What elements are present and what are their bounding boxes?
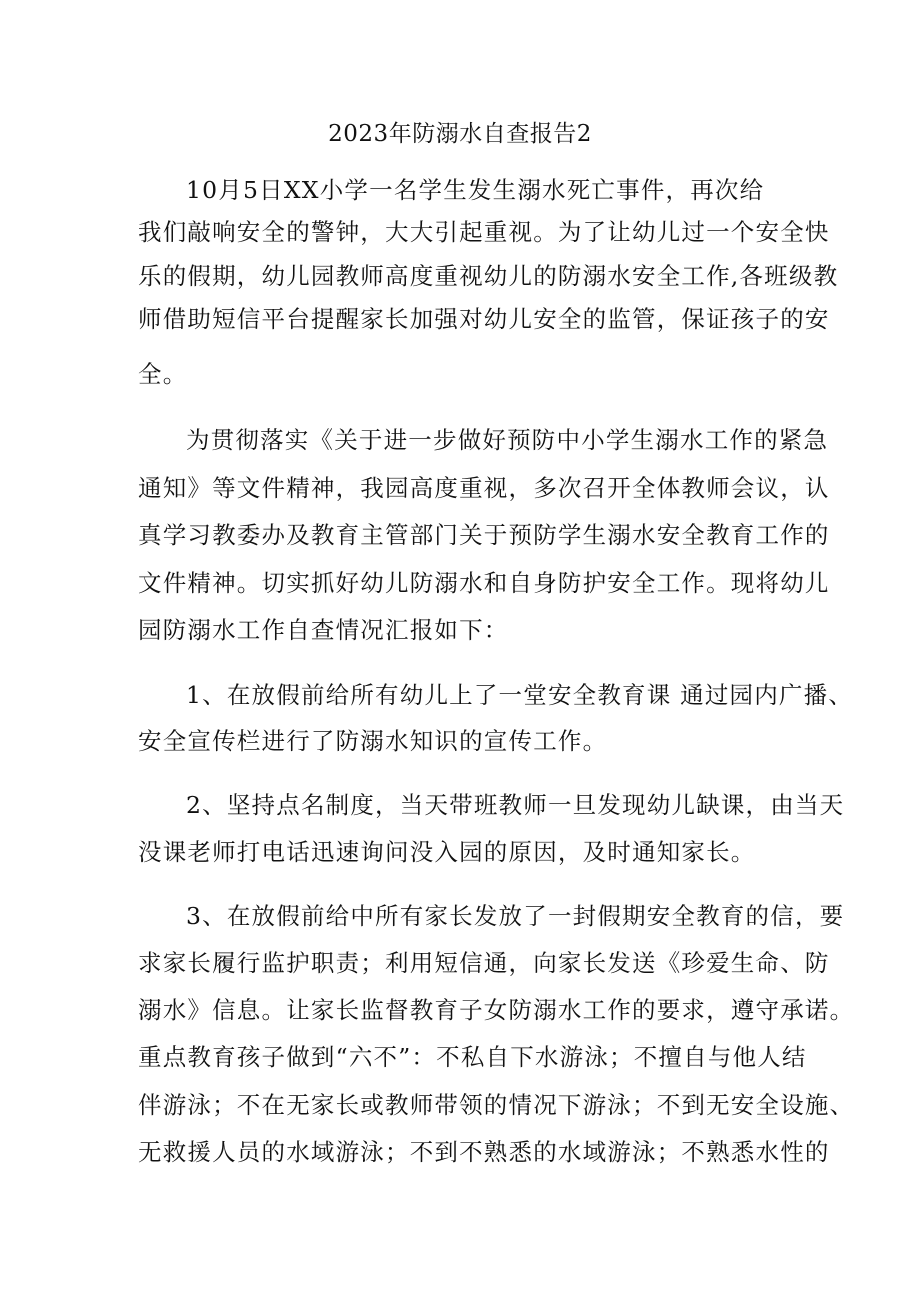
paragraph-line: 没课老师打电话迅速询问没入园的原因，及时通知家长。: [138, 838, 756, 866]
paragraph-line: 文件精神。切实抓好幼儿防溺水和自身防护安全工作。现将幼儿: [138, 569, 830, 597]
paragraph-line: 重点教育孩子做到“六不”：不私自下水游泳；不擅自与他人结: [138, 1043, 807, 1071]
paragraph-line: 3、在放假前给中所有家长发放了一封假期安全教育的信，要: [186, 902, 845, 930]
paragraph-line: 全。: [138, 360, 188, 388]
paragraph-line: 园防溺水工作自查情况汇报如下：: [138, 616, 509, 644]
paragraph-line: 我们敲响安全的警钟，大大引起重视。为了让幼儿过一个安全快: [138, 218, 830, 246]
paragraph-line: 通知》等文件精神，我园高度重视，多次召开全体教师会议，认: [138, 474, 830, 502]
paragraph-line: 溺水》信息。让家长监督教育子女防溺水工作的要求，遵守承诺。: [138, 996, 855, 1024]
paragraph-line: 2、坚持点名制度，当天带班教师一旦发现幼儿缺课，由当天: [186, 791, 845, 819]
paragraph-line: 师借助短信平台提醒家长加强对幼儿安全的监管，保证孩子的安: [138, 305, 830, 333]
paragraph-line: 伴游泳；不在无家长或教师带领的情况下游泳；不到无安全设施、: [138, 1091, 855, 1119]
paragraph-line: 真学习教委办及教育主管部门关于预防学生溺水安全教育工作的: [138, 521, 830, 549]
paragraph-line: 无救援人员的水域游泳；不到不熟悉的水域游泳；不熟悉水性的: [138, 1138, 830, 1166]
paragraph-line: 安全宣传栏进行了防溺水知识的宣传工作。: [138, 727, 608, 755]
paragraph-line: 为贯彻落实《关于进一步做好预防中小学生溺水工作的紧急: [186, 426, 829, 454]
paragraph-line: 1、在放假前给所有幼儿上了一堂安全教育课 通过园内广播、: [186, 681, 854, 709]
paragraph-line: 10月5日XX小学一名学生发生溺水死亡事件，再次给: [186, 176, 765, 204]
document-title: 2023年防溺水自查报告2: [328, 121, 592, 147]
paragraph-line: 乐的假期，幼儿园教师高度重视幼儿的防溺水安全工作,各班级教: [138, 262, 839, 290]
paragraph-line: 求家长履行监护职责；利用短信通，向家长发送《珍爱生命、防: [138, 949, 830, 977]
